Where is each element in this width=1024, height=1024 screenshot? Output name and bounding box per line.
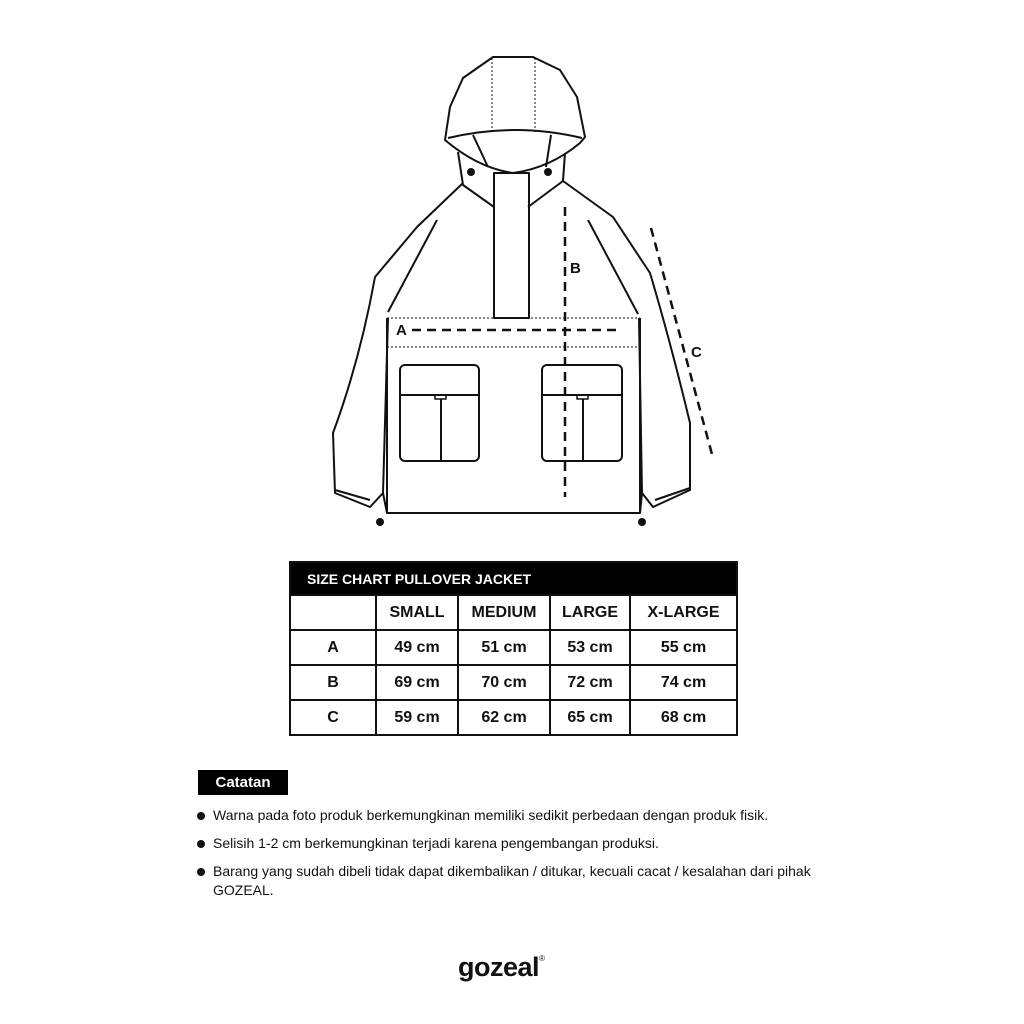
table-row bbox=[290, 700, 737, 735]
list-item bbox=[196, 834, 846, 853]
brand-logo bbox=[458, 952, 544, 983]
table-row bbox=[290, 665, 737, 700]
table-cell: 65 cm bbox=[550, 700, 630, 735]
column-header bbox=[290, 595, 376, 630]
row-label: B bbox=[290, 665, 376, 700]
column-header: SMALL bbox=[376, 595, 458, 630]
table-row bbox=[290, 630, 737, 665]
registered-mark: ® bbox=[539, 954, 545, 963]
label-b: B bbox=[570, 260, 581, 277]
table-cell: 55 cm bbox=[630, 630, 737, 665]
table-header-row bbox=[290, 595, 737, 630]
column-header: X-LARGE bbox=[630, 595, 737, 630]
size-chart-title: SIZE CHART PULLOVER JACKET bbox=[290, 562, 737, 595]
list-item bbox=[196, 862, 846, 900]
label-c: C bbox=[691, 344, 702, 361]
row-label: C bbox=[290, 700, 376, 735]
note-text: Barang yang sudah dibeli tidak dapat dikembalikan / ditukar, kecuali cacat / kesalahan dari pihak GOZEAL. bbox=[213, 863, 811, 898]
pocket-left bbox=[400, 365, 479, 461]
table-cell: 72 cm bbox=[550, 665, 630, 700]
notes-heading: Catatan bbox=[198, 770, 288, 795]
table-cell: 53 cm bbox=[550, 630, 630, 665]
bullet-icon bbox=[197, 868, 205, 876]
list-item bbox=[196, 806, 846, 825]
bullet-icon bbox=[197, 812, 205, 820]
table-cell: 69 cm bbox=[376, 665, 458, 700]
table-cell: 68 cm bbox=[630, 700, 737, 735]
note-text: Warna pada foto produk berkemungkinan memiliki sedikit perbedaan dengan produk fisik. bbox=[213, 807, 769, 823]
label-a: A bbox=[396, 322, 407, 339]
notes-list bbox=[196, 806, 846, 909]
table-cell: 51 cm bbox=[458, 630, 550, 665]
pocket-right bbox=[542, 365, 622, 461]
table-cell: 74 cm bbox=[630, 665, 737, 700]
placket bbox=[494, 173, 529, 318]
table-cell: 62 cm bbox=[458, 700, 550, 735]
column-header: MEDIUM bbox=[458, 595, 550, 630]
table-cell: 59 cm bbox=[376, 700, 458, 735]
table-cell: 70 cm bbox=[458, 665, 550, 700]
note-text: Selisih 1-2 cm berkemungkinan terjadi karena pengembangan produksi. bbox=[213, 835, 659, 851]
measure-c bbox=[651, 228, 713, 458]
bullet-icon bbox=[197, 840, 205, 848]
logo-text: gozeal bbox=[458, 952, 540, 982]
row-label: A bbox=[290, 630, 376, 665]
size-chart-table bbox=[289, 561, 738, 736]
table-cell: 49 cm bbox=[376, 630, 458, 665]
column-header: LARGE bbox=[550, 595, 630, 630]
